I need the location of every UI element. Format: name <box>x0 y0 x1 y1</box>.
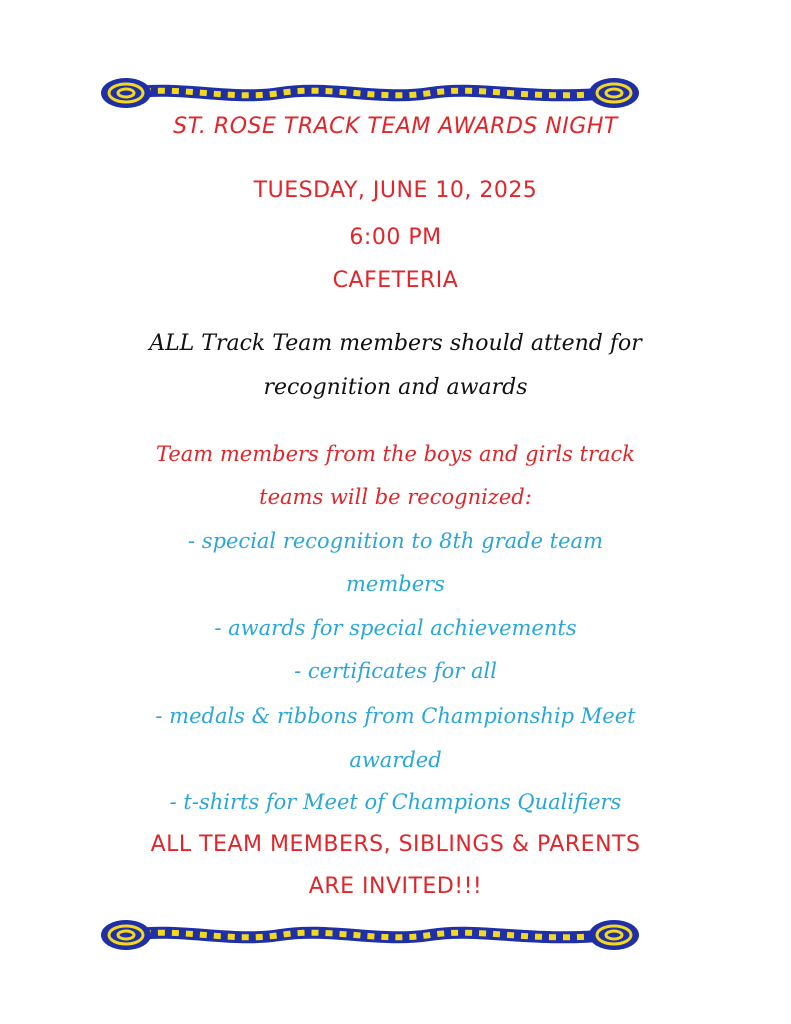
wavy-spiral-border-icon <box>100 918 640 952</box>
award-item-1: - special recognition to 8th grade team <box>188 529 603 553</box>
wavy-spiral-border-icon <box>100 76 640 110</box>
award-item-3: - certificates for all <box>294 659 497 683</box>
event-location: CAFETERIA <box>332 268 459 293</box>
page-title: ST. ROSE TRACK TEAM AWARDS NIGHT <box>173 114 618 139</box>
attendance-line-2: recognition and awards <box>263 375 528 400</box>
attendance-line-1: ALL Track Team members should attend for <box>149 331 642 356</box>
top-decorative-border <box>100 76 640 110</box>
award-item-4: - medals & ribbons from Championship Meet <box>155 704 636 728</box>
recognition-line-2: teams will be recognized: <box>259 485 532 509</box>
award-item-4-continued: awarded <box>349 748 442 772</box>
recognition-line-1: Team members from the boys and girls track <box>155 442 636 466</box>
event-time: 6:00 PM <box>349 225 442 250</box>
event-date: TUESDAY, JUNE 10, 2025 <box>253 178 538 203</box>
award-item-1-continued: members <box>346 572 445 596</box>
invitation-line-1: ALL TEAM MEMBERS, SIBLINGS & PARENTS <box>150 832 641 857</box>
invitation-line-2: ARE INVITED!!! <box>308 874 483 899</box>
award-item-2: - awards for special achievements <box>214 616 577 640</box>
award-item-5: - t-shirts for Meet of Champions Qualifiers <box>169 790 622 814</box>
bottom-decorative-border <box>100 918 640 952</box>
